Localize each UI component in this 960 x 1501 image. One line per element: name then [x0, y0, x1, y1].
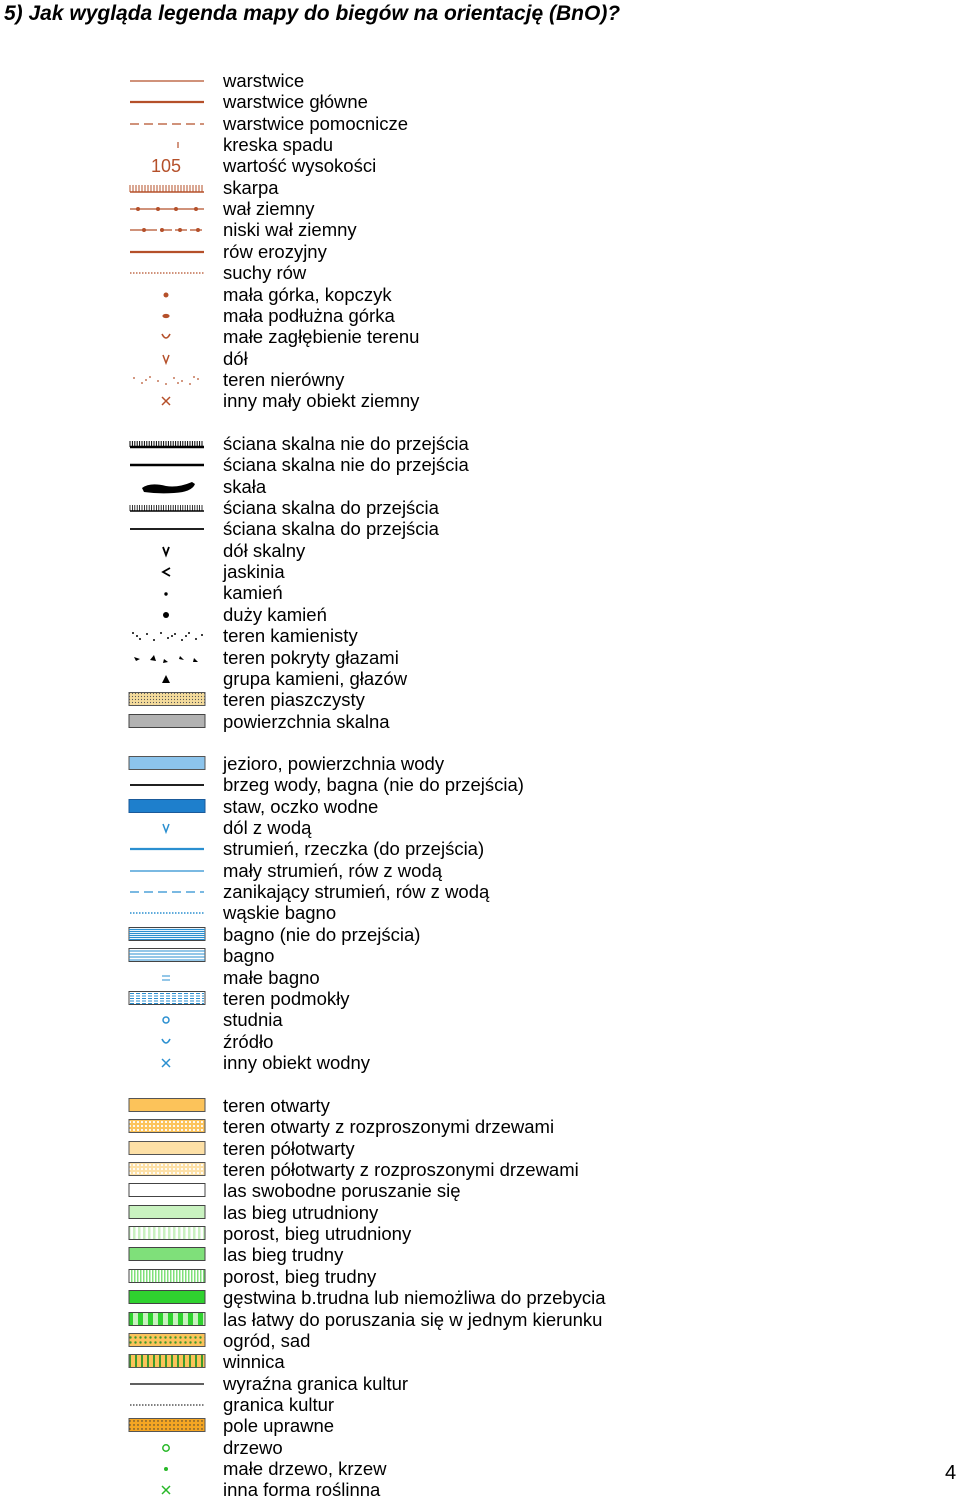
- index-contour-icon: [128, 91, 208, 112]
- legend-row: [128, 1116, 728, 1137]
- legend-row: [128, 91, 728, 112]
- legend-row: [128, 902, 728, 923]
- large-boulder-icon: [128, 604, 208, 625]
- legend-label: rów erozyjny: [223, 240, 327, 262]
- rock-pillar-icon: [128, 476, 208, 497]
- legend-label: skała: [223, 475, 267, 497]
- erosion-gully-icon: [128, 241, 208, 262]
- legend-row: [128, 860, 728, 881]
- legend-label: mała podłużna górka: [223, 304, 395, 326]
- passable-cliff-icon: [128, 518, 208, 539]
- legend-label: porost, bieg utrudniony: [223, 1223, 412, 1245]
- boulder-field-icon: [128, 647, 208, 668]
- boulder-cluster-icon: [128, 668, 208, 689]
- legend-label: warstwice pomocnicze: [223, 112, 409, 134]
- legend-label: teren półotwarty: [223, 1137, 355, 1159]
- special-land-feature-icon: [128, 390, 208, 411]
- legend-label: kreska spadu: [223, 134, 334, 156]
- legend-label: źródło: [223, 1030, 274, 1052]
- legend-row: [128, 1202, 728, 1223]
- legend-row: [128, 582, 728, 603]
- legend-label: warstwice: [223, 70, 305, 91]
- form-line-icon: [128, 113, 208, 134]
- legend-row: [128, 774, 728, 795]
- bank-line-icon: [128, 774, 208, 795]
- small-depression-icon: [128, 326, 208, 347]
- small-gully-icon: [128, 262, 208, 283]
- legend-label: dół skalny: [223, 539, 306, 561]
- legend-row: [128, 284, 728, 305]
- legend-label: ściana skalna do przejścia: [223, 497, 439, 519]
- legend-label: teren podmokły: [223, 987, 350, 1009]
- legend-label: zanikający strumień, rów z wodą: [223, 881, 490, 903]
- rocky-pit-icon: [128, 540, 208, 561]
- legend-label: dól z wodą: [223, 817, 312, 839]
- legend-row: [128, 838, 728, 859]
- legend-row: [128, 1031, 728, 1052]
- undergrowth-slow-icon: [128, 1223, 208, 1244]
- legend-label: strumień, rzeczka (do przejścia): [223, 838, 485, 860]
- legend-row: [128, 219, 728, 240]
- legend-label: mała górka, kopczyk: [223, 283, 392, 305]
- page-number: 4: [945, 1462, 957, 1484]
- legend-row: [128, 348, 728, 369]
- legend-label: kamień: [223, 582, 283, 604]
- small-watercourse-icon: [128, 860, 208, 881]
- legend-row: [128, 1458, 728, 1479]
- legend-row: [128, 1223, 728, 1244]
- legend-label: teren półotwarty z rozproszonymi drzewami: [223, 1159, 579, 1181]
- earth-wall-icon: [128, 198, 208, 219]
- pond-icon: [128, 796, 208, 817]
- special-vegetation-feature-icon: [128, 1479, 208, 1500]
- forest-one-direction-icon: [128, 1309, 208, 1330]
- legend-label: skarpa: [223, 176, 279, 198]
- legend-label: powierzchnia skalna: [223, 710, 390, 732]
- legend-row: [128, 1437, 728, 1458]
- distinct-tree-icon: [128, 1437, 208, 1458]
- legend-label: bagno (nie do przejścia): [223, 923, 421, 945]
- legend-row: [128, 262, 728, 283]
- legend-row: [128, 305, 728, 326]
- knoll-icon: [128, 284, 208, 305]
- legend-label: małe bagno: [223, 966, 320, 988]
- legend-row: [128, 817, 728, 838]
- legend-label: brzeg wody, bagna (nie do przejścia): [223, 774, 524, 796]
- legend-row: [128, 1309, 728, 1330]
- legend-row: [128, 1373, 728, 1394]
- legend-label: warstwice główne: [223, 91, 368, 113]
- narrow-marsh-icon: [128, 902, 208, 923]
- legend-label: studnia: [223, 1009, 283, 1031]
- legend-label: wyraźna granica kultur: [223, 1372, 409, 1394]
- rough-open-land-icon: [128, 1138, 208, 1159]
- small-tree-icon: [128, 1458, 208, 1479]
- legend-row: [128, 604, 728, 625]
- distinct-cultivation-boundary-icon: [128, 1373, 208, 1394]
- legend-row: [128, 924, 728, 945]
- legend-label: teren nierówny: [223, 368, 345, 390]
- legend-label: granica kultur: [223, 1393, 335, 1415]
- forest-difficult-icon: [128, 1244, 208, 1265]
- legend-row: [128, 454, 728, 475]
- legend-row: [128, 476, 728, 497]
- legend-label: wał ziemny: [223, 198, 315, 220]
- legend-row: [128, 326, 728, 347]
- legend-label: las łatwy do poruszania się w jednym kierunku: [223, 1308, 603, 1330]
- legend-label: winnica: [223, 1351, 285, 1373]
- legend-row: [128, 1479, 728, 1500]
- spring-icon: [128, 1031, 208, 1052]
- impassable-cliff-icon: [128, 454, 208, 475]
- legend-row: [128, 497, 728, 518]
- legend-row: [128, 561, 728, 582]
- forest-slow-icon: [128, 1202, 208, 1223]
- crossable-watercourse-icon: [128, 838, 208, 859]
- broken-ground-icon: [128, 369, 208, 390]
- legend-row: [128, 70, 728, 91]
- legend-row: [128, 689, 728, 710]
- waterhole-icon: [128, 817, 208, 838]
- pit-icon: [128, 348, 208, 369]
- earth-bank-icon: [128, 177, 208, 198]
- legend-row: [128, 1052, 728, 1073]
- elongated-knoll-icon: [128, 305, 208, 326]
- legend-label: ogród, sad: [223, 1329, 311, 1351]
- legend-label: suchy rów: [223, 262, 307, 284]
- legend-label: małe zagłębienie terenu: [223, 326, 420, 348]
- legend-label: jezioro, powierzchnia wody: [223, 753, 445, 774]
- legend-row: [128, 967, 728, 988]
- question-title: 5) Jak wygląda legenda mapy do biegów na orientację (BnO)?: [4, 2, 621, 25]
- legend-row: [128, 1330, 728, 1351]
- legend-label: ściana skalna nie do przejścia: [223, 433, 469, 454]
- rough-open-scattered-trees-icon: [128, 1159, 208, 1180]
- legend-row: [128, 433, 728, 454]
- legend-label: niski wał ziemny: [223, 219, 357, 241]
- legend-label: mały strumień, rów z wodą: [223, 859, 442, 881]
- legend-row: [128, 113, 728, 134]
- marsh-icon: [128, 945, 208, 966]
- legend-label: pole uprawne: [223, 1415, 335, 1437]
- legend-row: [128, 1009, 728, 1030]
- legend-label: wartość wysokości: [223, 155, 377, 177]
- legend-row: [128, 134, 728, 155]
- legend-row: [128, 155, 728, 176]
- legend-row: [128, 668, 728, 689]
- legend-row: [128, 198, 728, 219]
- special-water-feature-icon: [128, 1052, 208, 1073]
- legend-label: drzewo: [223, 1436, 283, 1458]
- legend-row: [128, 1287, 728, 1308]
- cultivated-land-icon: [128, 1415, 208, 1436]
- legend-label: las swobodne poruszanie się: [223, 1180, 461, 1202]
- legend-row: [128, 1244, 728, 1265]
- bare-rock-icon: [128, 711, 208, 732]
- minor-water-channel-icon: [128, 881, 208, 902]
- legend-row: [128, 390, 728, 411]
- legend-row: [128, 241, 728, 262]
- vineyard-icon: [128, 1351, 208, 1372]
- small-marsh-icon: [128, 967, 208, 988]
- well-icon: [128, 1009, 208, 1030]
- height-value-icon: [128, 155, 208, 176]
- legend-label: dół: [223, 347, 248, 369]
- legend-label: teren otwarty: [223, 1095, 330, 1116]
- vegetation-boundary-icon: [128, 1394, 208, 1415]
- legend-label: małe drzewo, krzew: [223, 1457, 387, 1479]
- small-earth-wall-icon: [128, 219, 208, 240]
- stony-ground-icon: [128, 625, 208, 646]
- legend-row: [128, 177, 728, 198]
- passable-cliff-tagged-icon: [128, 497, 208, 518]
- open-land-icon: [128, 1095, 208, 1116]
- undergrowth-difficult-icon: [128, 1266, 208, 1287]
- legend-row: [128, 711, 728, 732]
- legend-label: teren pokryty głazami: [223, 646, 399, 668]
- legend-label: jaskinia: [223, 561, 285, 583]
- indistinct-marsh-icon: [128, 988, 208, 1009]
- height-value-text: 105: [150, 156, 182, 177]
- forest-icon: [128, 1180, 208, 1201]
- boulder-icon: [128, 582, 208, 603]
- legend-label: ściana skalna do przejścia: [223, 518, 439, 540]
- legend-row: [128, 369, 728, 390]
- legend-row: [128, 1159, 728, 1180]
- legend-label: gęstwina b.trudna lub niemożliwa do przebycia: [223, 1287, 606, 1309]
- legend-row: [128, 1266, 728, 1287]
- vegetation-impassable-icon: [128, 1287, 208, 1308]
- legend-row: [128, 625, 728, 646]
- legend-label: teren piaszczysty: [223, 689, 365, 711]
- legend-row: [128, 753, 728, 774]
- orchard-icon: [128, 1330, 208, 1351]
- legend-row: [128, 1095, 728, 1116]
- legend-label: teren kamienisty: [223, 625, 358, 647]
- legend-label: grupa kamieni, głazów: [223, 667, 408, 689]
- sandy-ground-icon: [128, 689, 208, 710]
- legend-row: [128, 647, 728, 668]
- legend-label: las bieg utrudniony: [223, 1201, 379, 1223]
- legend-label: inny mały obiekt ziemny: [223, 390, 420, 412]
- legend-row: [128, 945, 728, 966]
- uncrossable-marsh-icon: [128, 924, 208, 945]
- legend-label: inna forma roślinna: [223, 1479, 381, 1501]
- open-land-scattered-trees-icon: [128, 1116, 208, 1137]
- contour-icon: [128, 70, 208, 91]
- legend-row: [128, 518, 728, 539]
- legend-label: teren otwarty z rozproszonymi drzewami: [223, 1116, 555, 1138]
- lake-icon: [128, 753, 208, 774]
- legend-label: staw, oczko wodne: [223, 795, 379, 817]
- legend-label: bagno: [223, 945, 275, 967]
- legend-label: inny obiekt wodny: [223, 1051, 371, 1073]
- legend-row: [128, 540, 728, 561]
- legend-label: las bieg trudny: [223, 1244, 344, 1266]
- legend-row: [128, 1351, 728, 1372]
- legend-row: [128, 881, 728, 902]
- legend-row: [128, 1415, 728, 1436]
- legend-label: duży kamień: [223, 603, 327, 625]
- legend-label: ściana skalna nie do przejścia: [223, 454, 469, 476]
- legend-label: wąskie bagno: [223, 902, 337, 924]
- cave-icon: [128, 561, 208, 582]
- legend-row: [128, 988, 728, 1009]
- legend-row: [128, 1394, 728, 1415]
- slope-tag-icon: [128, 134, 208, 155]
- legend-label: porost, bieg trudny: [223, 1265, 377, 1287]
- impassable-cliff-tagged-icon: [128, 433, 208, 454]
- legend-row: [128, 1180, 728, 1201]
- legend-row: [128, 1138, 728, 1159]
- legend-row: [128, 796, 728, 817]
